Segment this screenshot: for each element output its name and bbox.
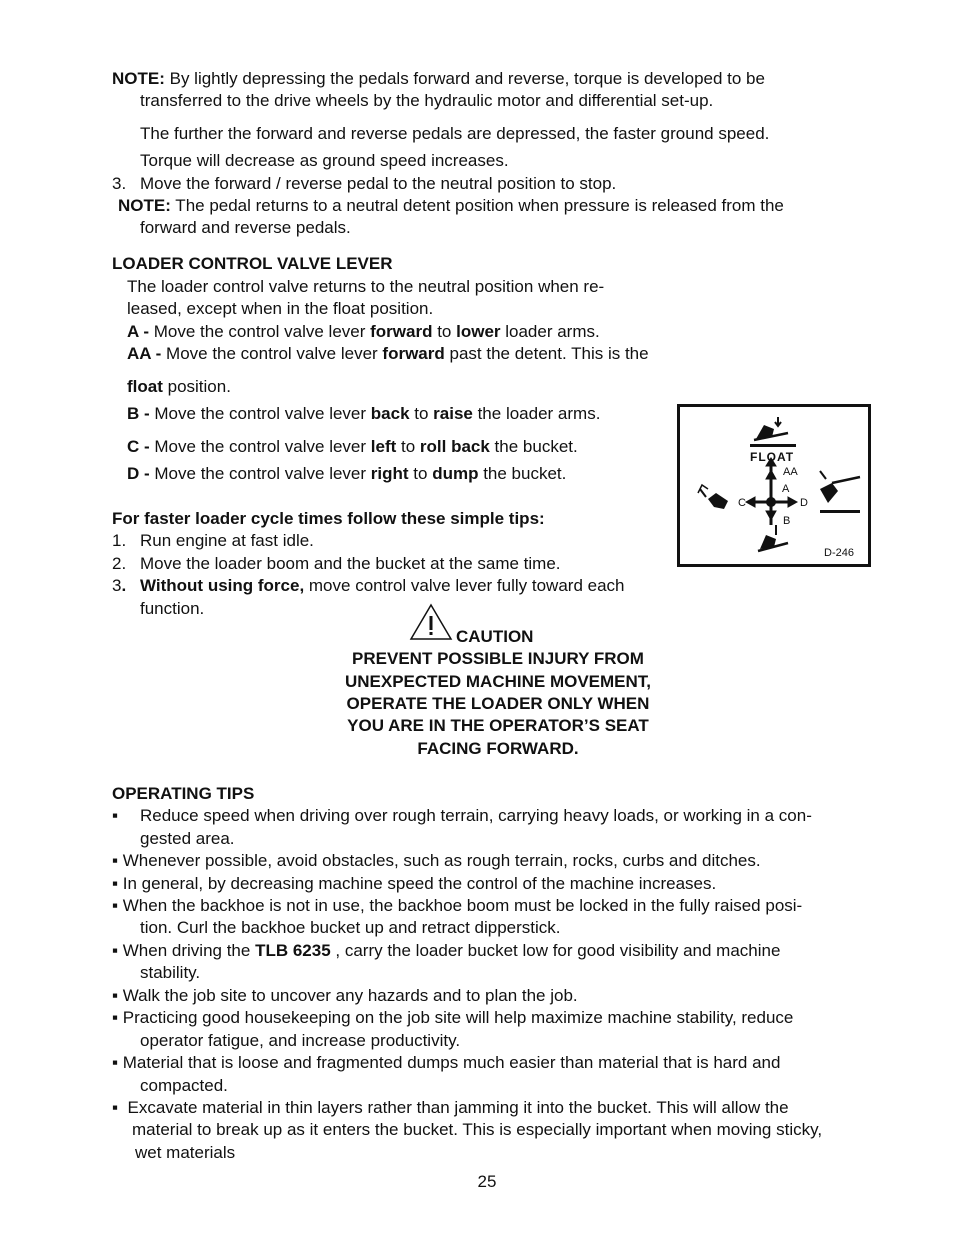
- tip-9-line-2: material to break up as it enters the bucket. This is especially important when moving sticky,: [132, 1120, 823, 1139]
- bucket-raise-icon: [758, 525, 788, 551]
- note-label: NOTE:: [118, 196, 171, 215]
- position-a-label: A: [782, 483, 790, 495]
- fast-tip-2-number: 2.: [112, 554, 127, 573]
- bullet-icon: ▪: [112, 1053, 119, 1072]
- bullet-icon: ▪: [112, 1008, 119, 1027]
- bullet-icon: ▪: [112, 941, 119, 960]
- caution-line-3: OPERATE THE LOADER ONLY WHEN: [346, 694, 650, 713]
- loader-item-a: A - Move the control valve lever forward to lower loader arms.: [127, 322, 600, 341]
- step-3-number: 3.: [112, 174, 127, 193]
- caution-title: CAUTION: [456, 627, 534, 646]
- float-label: FLOAT: [750, 450, 795, 464]
- operating-tips-heading: OPERATING TIPS: [112, 784, 255, 803]
- bullet-icon: ▪: [112, 806, 119, 825]
- fast-tip-3-text: Without using force, move control valve lever fully toward each: [140, 576, 625, 595]
- bullet-icon: ▪: [112, 874, 119, 893]
- bullet-icon: ▪: [112, 986, 119, 1005]
- tip-6: ▪ Walk the job site to uncover any hazards and to plan the job.: [112, 986, 578, 1005]
- tip-7-line-2: operator fatigue, and increase productivity.: [140, 1031, 461, 1050]
- fast-tip-2-text: Move the loader boom and the bucket at the same time.: [140, 554, 561, 573]
- tip-5-line-1: ▪ When driving the TLB 6235 , carry the loader bucket low for good visibility and machine: [112, 941, 781, 960]
- bucket-float-icon: [750, 417, 796, 447]
- tip-5-line-2: stability.: [140, 963, 201, 982]
- loader-item-b: B - Move the control valve lever back to raise the loader arms.: [127, 404, 601, 423]
- caution-line-1: PREVENT POSSIBLE INJURY FROM: [352, 649, 644, 668]
- tip-9-line-1: ▪ Excavate material in thin layers rather than jamming it into the bucket. This will allow the: [112, 1098, 789, 1117]
- fast-tip-1-number: 1.: [112, 531, 127, 550]
- note-1-line-1: NOTE: By lightly depressing the pedals forward and reverse, torque is developed to be: [112, 69, 765, 88]
- bullet-icon: ▪: [112, 851, 119, 870]
- bullet-icon: ▪: [112, 1098, 119, 1117]
- loader-item-aa: AA - Move the control valve lever forward past the detent. This is the: [127, 344, 649, 363]
- note-2-line-1: NOTE: The pedal returns to a neutral detent position when pressure is released from the: [118, 196, 784, 215]
- figure-code: D-246: [824, 547, 854, 559]
- loader-heading: LOADER CONTROL VALVE LEVER: [112, 254, 393, 273]
- paragraph-torque: Torque will decrease as ground speed increases.: [140, 151, 509, 170]
- tip-3: ▪ In general, by decreasing machine speed the control of the machine increases.: [112, 874, 717, 893]
- tip-1-line-1: Reduce speed when driving over rough terrain, carrying heavy loads, or working in a con-: [140, 806, 812, 825]
- tip-9-line-3: wet materials: [135, 1143, 236, 1162]
- tip-2: ▪ Whenever possible, avoid obstacles, such as rough terrain, rocks, curbs and ditches.: [112, 851, 761, 870]
- loader-intro-2: leased, except when in the float position.: [127, 299, 434, 318]
- paragraph-speed: The further the forward and reverse pedals are depressed, the faster ground speed.: [140, 124, 770, 143]
- fast-tip-1-text: Run engine at fast idle.: [140, 531, 314, 550]
- position-d-label: D: [800, 497, 808, 509]
- control-lever-diagram: [677, 404, 871, 567]
- fast-tips-heading: For faster loader cycle times follow these simple tips:: [112, 509, 545, 528]
- loader-item-c: C - Move the control valve lever left to roll back the bucket.: [127, 437, 578, 456]
- fast-tip-3-number: 3.: [112, 576, 127, 595]
- note-label: NOTE:: [112, 69, 165, 88]
- position-aa-label: AA: [783, 466, 798, 478]
- caution-line-2: UNEXPECTED MACHINE MOVEMENT,: [344, 672, 652, 691]
- tip-4-line-2: tion. Curl the backhoe bucket up and retract dipperstick.: [140, 918, 561, 937]
- caution-line-5: FACING FORWARD.: [417, 739, 579, 758]
- tip-8-line-1: ▪ Material that is loose and fragmented dumps much easier than material that is hard and: [112, 1053, 781, 1072]
- position-b-label: B: [783, 515, 791, 527]
- tip-7-line-1: ▪ Practicing good housekeeping on the job site will help maximize machine stability, reduce: [112, 1008, 794, 1027]
- loader-intro-1: The loader control valve returns to the neutral position when re-: [127, 277, 605, 296]
- step-3-text: Move the forward / reverse pedal to the neutral position to stop.: [140, 174, 617, 193]
- tip-1-line-2: gested area.: [140, 829, 235, 848]
- caution-line-4: YOU ARE IN THE OPERATOR’S SEAT: [347, 716, 649, 735]
- note-1-line-2: transferred to the drive wheels by the hydraulic motor and differential set-up.: [140, 91, 714, 110]
- bucket-rollback-icon: [698, 485, 728, 509]
- tip-4-line-1: ▪ When the backhoe is not in use, the backhoe boom must be locked in the fully raised posi-: [112, 896, 803, 915]
- bullet-icon: ▪: [112, 896, 119, 915]
- position-c-label: C: [738, 497, 746, 509]
- loader-item-aa-cont: float position.: [127, 377, 231, 396]
- fast-tip-3-cont: function.: [140, 599, 205, 618]
- loader-item-d: D - Move the control valve lever right to dump the bucket.: [127, 464, 567, 483]
- page-number: 25: [477, 1172, 497, 1191]
- bucket-dump-icon: [820, 471, 860, 513]
- tip-8-line-2: compacted.: [140, 1076, 228, 1095]
- warning-triangle-icon: [409, 603, 453, 641]
- note-2-line-2: forward and reverse pedals.: [140, 218, 351, 237]
- lever-pattern-drawing: [680, 407, 868, 564]
